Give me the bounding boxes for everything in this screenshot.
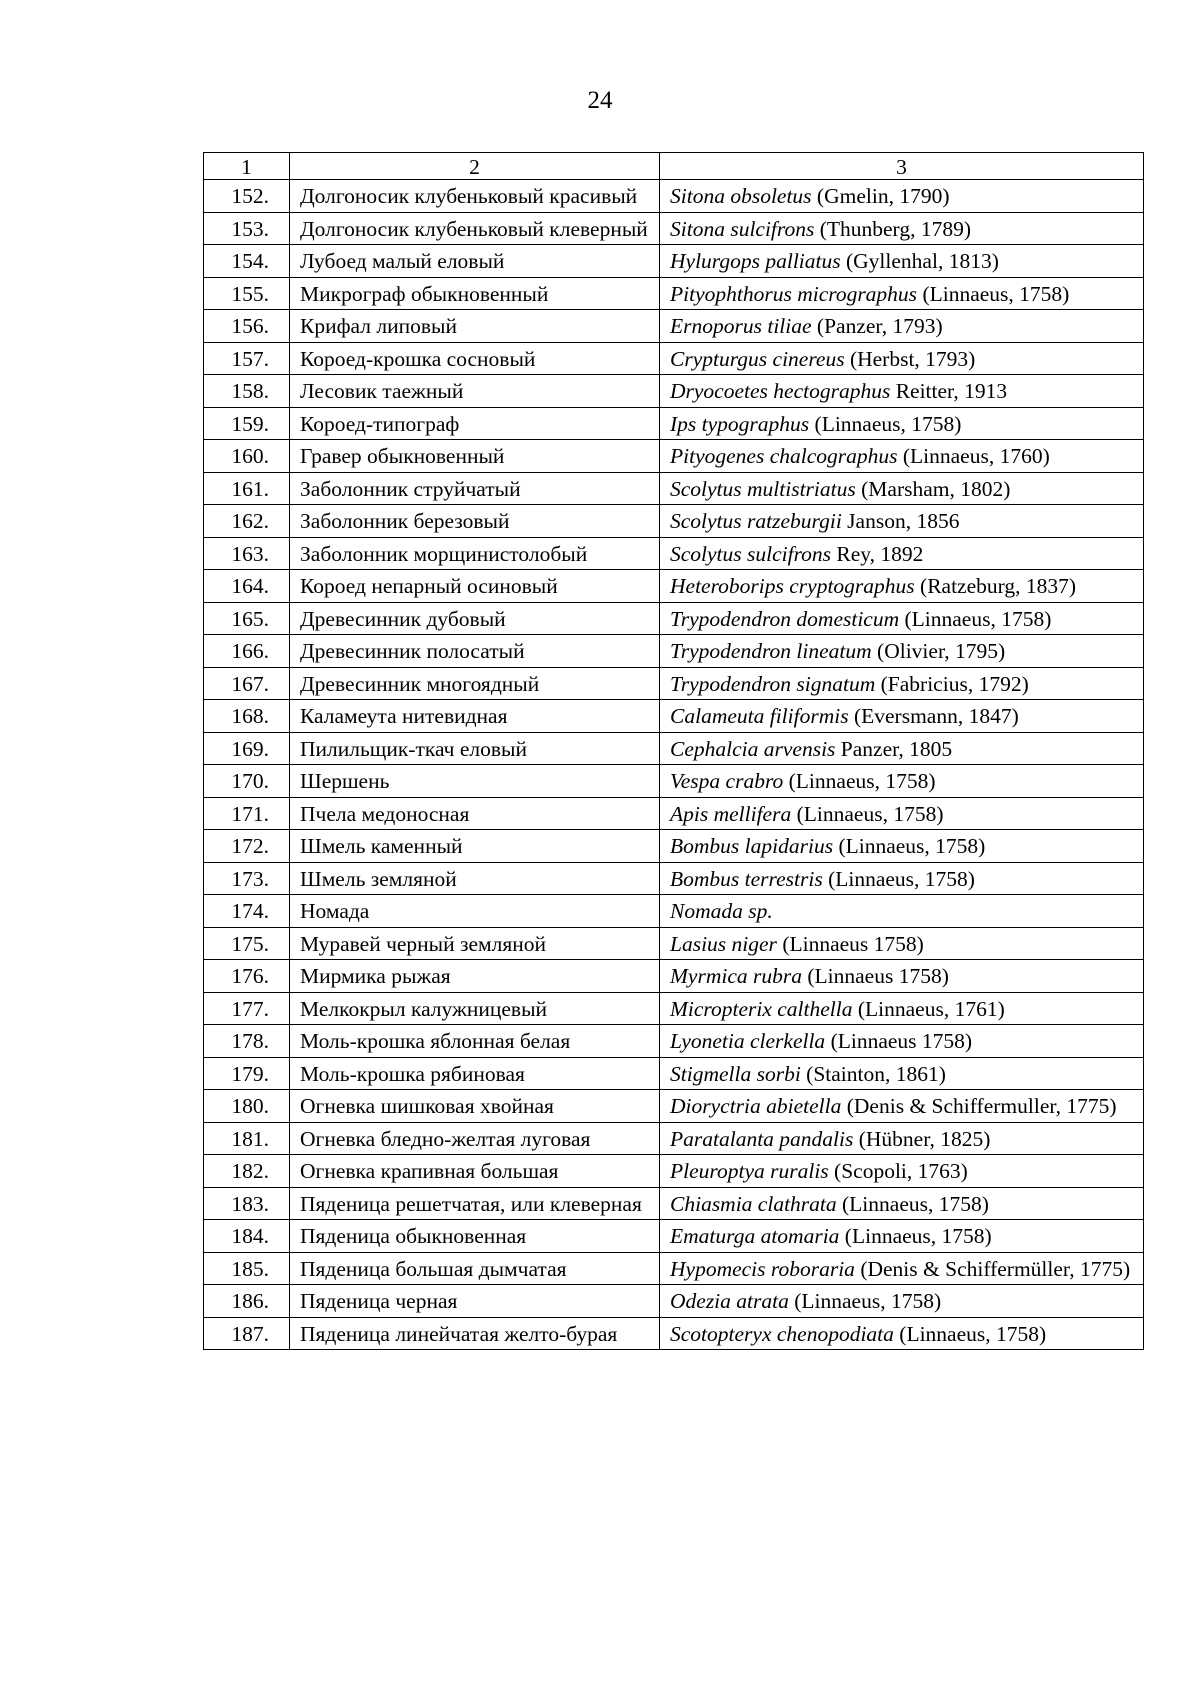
latin-name-cell: [660, 277, 1144, 310]
table-row: [204, 765, 1144, 798]
row-number: 155.: [204, 277, 290, 310]
latin-name-cell: [660, 667, 1144, 700]
latin-name: Lyonetia clerkella: [670, 1029, 826, 1053]
russian-name: Долгоносик клубеньковый клеверный: [290, 212, 660, 245]
author-citation: (Linnaeus, 1758): [828, 866, 975, 891]
table-body: [204, 153, 1144, 1350]
author-citation: (Linnaeus, 1758): [922, 281, 1070, 306]
latin-name: Pityophthorus micrographus: [670, 281, 918, 306]
latin-name: Dioryctria abietella: [670, 1094, 842, 1118]
russian-name: Шмель каменный: [290, 830, 660, 863]
author-citation: (Denis & Schiffermüller, 1775): [860, 1256, 1131, 1281]
latin-name-cell: [660, 245, 1144, 278]
russian-name: Древесинник многоядный: [290, 667, 660, 700]
author-citation: Janson, 1856: [847, 509, 960, 533]
author-citation: (Gyllenhal, 1813): [846, 249, 999, 273]
author-citation: (Linnaeus, 1758): [899, 1321, 1047, 1346]
author-citation: (Linnaeus, 1758): [788, 769, 936, 793]
row-number: 180.: [204, 1090, 290, 1123]
author-citation: (Stainton, 1861): [806, 1061, 946, 1086]
table-row: [204, 667, 1144, 700]
russian-name: Мелкокрыл калужницевый: [290, 992, 660, 1025]
russian-name: Огневка шишковая хвойная: [290, 1090, 660, 1123]
russian-name: Каламеута нитевидная: [290, 700, 660, 733]
author-citation: (Fabricius, 1792): [880, 671, 1029, 696]
row-number: 152.: [204, 180, 290, 213]
table-row: [204, 635, 1144, 668]
russian-name: Древесинник дубовый: [290, 602, 660, 635]
latin-name-cell: [660, 1220, 1144, 1253]
latin-name-cell: [660, 1057, 1144, 1090]
latin-name: Cephalcia arvensis: [670, 736, 836, 761]
latin-name-cell: [660, 862, 1144, 895]
latin-name: Pityogenes chalcographus: [670, 444, 898, 468]
russian-name: Огневка бледно-желтая луговая: [290, 1122, 660, 1155]
latin-name: Hypomecis roboraria: [670, 1256, 855, 1281]
latin-name: Vespa crabro: [670, 769, 784, 793]
latin-name-cell: [660, 310, 1144, 343]
row-number: 158.: [204, 375, 290, 408]
latin-name-cell: [660, 895, 1144, 928]
latin-name: Crypturgus cinereus: [670, 346, 845, 371]
row-number: 170.: [204, 765, 290, 798]
latin-name-cell: [660, 992, 1144, 1025]
author-citation: (Linnaeus, 1758): [844, 1224, 992, 1248]
author-citation: (Linnaeus, 1758): [794, 1289, 942, 1313]
author-citation: (Gmelin, 1790): [816, 184, 950, 208]
table-header-row: [204, 153, 1144, 180]
russian-name: Заболонник березовый: [290, 505, 660, 538]
table-row: [204, 342, 1144, 375]
author-citation: (Linnaeus 1758): [807, 964, 949, 988]
latin-name-cell: [660, 212, 1144, 245]
latin-name: Scotopteryx chenopodiata: [670, 1321, 894, 1346]
row-number: 182.: [204, 1155, 290, 1188]
table-row: [204, 180, 1144, 213]
row-number: 166.: [204, 635, 290, 668]
table-row: [204, 1187, 1144, 1220]
row-number: 162.: [204, 505, 290, 538]
table-row: [204, 700, 1144, 733]
table-row: [204, 505, 1144, 538]
latin-name: Apis mellifera: [670, 801, 792, 826]
russian-name: Микрограф обыкновенный: [290, 277, 660, 310]
latin-name: Scolytus multistriatus: [670, 476, 856, 501]
table-row: [204, 1122, 1144, 1155]
russian-name: Пилильщик-ткач еловый: [290, 732, 660, 765]
row-number: 186.: [204, 1285, 290, 1318]
author-citation: Panzer, 1805: [840, 736, 953, 761]
author-citation: (Herbst, 1793): [849, 346, 976, 371]
author-citation: (Linnaeus, 1758): [904, 606, 1052, 631]
table-row: [204, 602, 1144, 635]
latin-name-cell: [660, 635, 1144, 668]
row-number: 178.: [204, 1025, 290, 1058]
latin-name-cell: [660, 505, 1144, 538]
russian-name: Пяденица черная: [290, 1285, 660, 1318]
table-row: [204, 1025, 1144, 1058]
column-header-number: 1: [204, 153, 290, 180]
latin-name-cell: [660, 700, 1144, 733]
page-number: 24: [587, 87, 613, 114]
russian-name: Пяденица обыкновенная: [290, 1220, 660, 1253]
author-citation: (Linnaeus, 1758): [814, 411, 962, 436]
russian-name: Гравер обыкновенный: [290, 440, 660, 473]
author-citation: (Ratzeburg, 1837): [920, 574, 1077, 598]
row-number: 183.: [204, 1187, 290, 1220]
latin-name: Sitona sulcifrons: [670, 216, 815, 241]
latin-name: Stigmella sorbi: [670, 1061, 801, 1086]
row-number: 154.: [204, 245, 290, 278]
latin-name: Hylurgops palliatus: [670, 249, 841, 273]
russian-name: Моль-крошка яблонная белая: [290, 1025, 660, 1058]
latin-name: Micropterix calthella: [670, 996, 853, 1021]
table-row: [204, 277, 1144, 310]
latin-name-cell: [660, 1090, 1144, 1123]
row-number: 159.: [204, 407, 290, 440]
latin-name: Heteroborips cryptographus: [670, 574, 915, 598]
latin-name-cell: [660, 1155, 1144, 1188]
row-number: 169.: [204, 732, 290, 765]
row-number: 160.: [204, 440, 290, 473]
latin-name: Chiasmia clathrata: [670, 1191, 837, 1216]
author-citation: (Scopoli, 1763): [834, 1159, 968, 1183]
latin-name-cell: [660, 1317, 1144, 1350]
russian-name: Долгоносик клубеньковый красивый: [290, 180, 660, 213]
row-number: 157.: [204, 342, 290, 375]
table-row: [204, 440, 1144, 473]
latin-name: Bombus lapidarius: [670, 834, 834, 858]
author-citation: (Linnaeus, 1758): [838, 834, 986, 858]
latin-name-cell: [660, 472, 1144, 505]
row-number: 175.: [204, 927, 290, 960]
latin-name: Trypodendron lineatum: [670, 639, 872, 663]
latin-name: Ernoporus tiliae: [670, 314, 812, 338]
table-row: [204, 1057, 1144, 1090]
table-row: [204, 212, 1144, 245]
latin-name-cell: [660, 407, 1144, 440]
row-number: 185.: [204, 1252, 290, 1285]
table-row: [204, 895, 1144, 928]
row-number: 164.: [204, 570, 290, 603]
russian-name: Мирмика рыжая: [290, 960, 660, 993]
table-row: [204, 732, 1144, 765]
row-number: 177.: [204, 992, 290, 1025]
table-row: [204, 797, 1144, 830]
table-row: [204, 1285, 1144, 1318]
author-citation: (Linnaeus 1758): [782, 931, 924, 956]
latin-name-cell: [660, 1122, 1144, 1155]
table-row: [204, 537, 1144, 570]
table-row: [204, 1155, 1144, 1188]
row-number: 184.: [204, 1220, 290, 1253]
latin-name: Dryocoetes hectographus: [670, 379, 891, 403]
latin-name: Odezia atrata: [670, 1289, 789, 1313]
latin-name-cell: [660, 602, 1144, 635]
row-number: 161.: [204, 472, 290, 505]
latin-name-cell: [660, 537, 1144, 570]
russian-name: Номада: [290, 895, 660, 928]
russian-name: Пяденица большая дымчатая: [290, 1252, 660, 1285]
latin-name: Paratalanta pandalis: [670, 1126, 854, 1151]
latin-name-cell: [660, 765, 1144, 798]
table-row: [204, 1252, 1144, 1285]
russian-name: Моль-крошка рябиновая: [290, 1057, 660, 1090]
table-row: [204, 1317, 1144, 1350]
russian-name: Заболонник морщинистолобый: [290, 537, 660, 570]
latin-name: Ips typographus: [670, 411, 810, 436]
row-number: 153.: [204, 212, 290, 245]
latin-name: Sitona obsoletus: [670, 184, 812, 208]
author-citation: (Linnaeus 1758): [830, 1029, 973, 1053]
author-citation: (Panzer, 1793): [816, 314, 943, 338]
russian-name: Крифал липовый: [290, 310, 660, 343]
latin-name-cell: [660, 927, 1144, 960]
table-row: [204, 960, 1144, 993]
russian-name: Заболонник струйчатый: [290, 472, 660, 505]
species-table: [203, 152, 1144, 1350]
latin-name: Nomada sp.: [670, 899, 773, 923]
latin-name-cell: [660, 830, 1144, 863]
row-number: 167.: [204, 667, 290, 700]
table-row: [204, 570, 1144, 603]
table-row: [204, 862, 1144, 895]
latin-name-cell: [660, 440, 1144, 473]
latin-name-cell: [660, 960, 1144, 993]
author-citation: (Denis & Schiffermuller, 1775): [846, 1094, 1117, 1118]
table-row: [204, 472, 1144, 505]
russian-name: Муравей черный земляной: [290, 927, 660, 960]
russian-name: Шершень: [290, 765, 660, 798]
latin-name-cell: [660, 732, 1144, 765]
table-row: [204, 375, 1144, 408]
author-citation: (Thunberg, 1789): [819, 216, 971, 241]
russian-name: Пяденица решетчатая, или клеверная: [290, 1187, 660, 1220]
latin-name-cell: [660, 342, 1144, 375]
latin-name-cell: [660, 1187, 1144, 1220]
table-row: [204, 1220, 1144, 1253]
latin-name: Myrmica rubra: [670, 964, 802, 988]
row-number: 165.: [204, 602, 290, 635]
russian-name: Пчела медоносная: [290, 797, 660, 830]
russian-name: Шмель земляной: [290, 862, 660, 895]
russian-name: Короед непарный осиновый: [290, 570, 660, 603]
row-number: 176.: [204, 960, 290, 993]
author-citation: (Linnaeus, 1758): [842, 1191, 989, 1216]
table-row: [204, 1090, 1144, 1123]
table-row: [204, 830, 1144, 863]
author-citation: (Marsham, 1802): [861, 476, 1011, 501]
author-citation: (Eversmann, 1847): [853, 704, 1019, 728]
column-header-latin: 3: [660, 153, 1144, 180]
latin-name: Pleuroptya ruralis: [670, 1159, 829, 1183]
author-citation: (Linnaeus, 1758): [796, 801, 944, 826]
table-row: [204, 245, 1144, 278]
latin-name-cell: [660, 1252, 1144, 1285]
latin-name: Ematurga atomaria: [670, 1224, 840, 1248]
russian-name: Короед-типограф: [290, 407, 660, 440]
latin-name-cell: [660, 375, 1144, 408]
row-number: 171.: [204, 797, 290, 830]
russian-name: Лубоед малый еловый: [290, 245, 660, 278]
row-number: 156.: [204, 310, 290, 343]
latin-name: Scolytus ratzeburgii: [670, 509, 842, 533]
author-citation: Rey, 1892: [836, 541, 924, 566]
russian-name: Короед-крошка сосновый: [290, 342, 660, 375]
russian-name: Пяденица линейчатая желто-бурая: [290, 1317, 660, 1350]
latin-name: Lasius niger: [670, 931, 777, 956]
row-number: 179.: [204, 1057, 290, 1090]
author-citation: Reitter, 1913: [895, 379, 1008, 403]
author-citation: (Olivier, 1795): [877, 639, 1006, 663]
russian-name: Лесовик таежный: [290, 375, 660, 408]
row-number: 187.: [204, 1317, 290, 1350]
latin-name: Scolytus sulcifrons: [670, 541, 832, 566]
author-citation: (Hübner, 1825): [858, 1126, 991, 1151]
row-number: 168.: [204, 700, 290, 733]
latin-name-cell: [660, 797, 1144, 830]
latin-name: Bombus terrestris: [670, 866, 823, 891]
row-number: 174.: [204, 895, 290, 928]
table-row: [204, 310, 1144, 343]
row-number: 173.: [204, 862, 290, 895]
table-row: [204, 407, 1144, 440]
column-header-name: 2: [290, 153, 660, 180]
row-number: 172.: [204, 830, 290, 863]
russian-name: Огневка крапивная большая: [290, 1155, 660, 1188]
latin-name-cell: [660, 1285, 1144, 1318]
author-citation: (Linnaeus, 1760): [902, 444, 1050, 468]
russian-name: Древесинник полосатый: [290, 635, 660, 668]
author-citation: (Linnaeus, 1761): [857, 996, 1005, 1021]
row-number: 181.: [204, 1122, 290, 1155]
latin-name: Trypodendron signatum: [670, 671, 876, 696]
latin-name-cell: [660, 180, 1144, 213]
latin-name: Trypodendron domesticum: [670, 606, 900, 631]
table-row: [204, 992, 1144, 1025]
table-row: [204, 927, 1144, 960]
row-number: 163.: [204, 537, 290, 570]
latin-name-cell: [660, 570, 1144, 603]
latin-name-cell: [660, 1025, 1144, 1058]
latin-name: Calameuta filiformis: [670, 704, 849, 728]
